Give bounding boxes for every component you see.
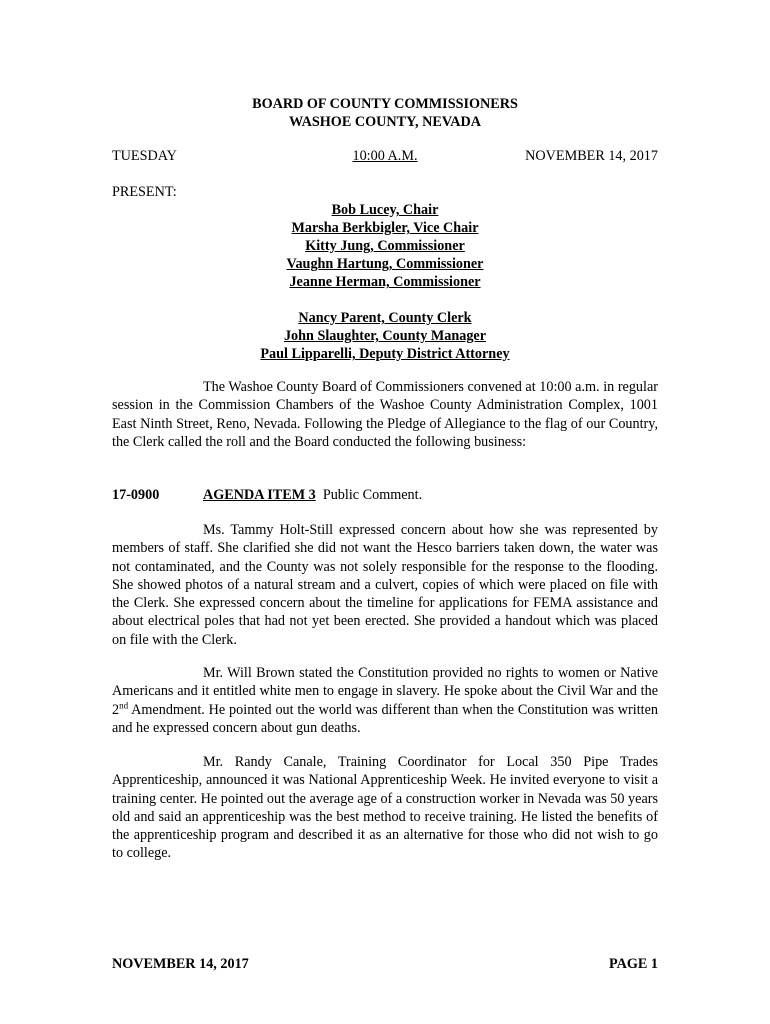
title-line-1: BOARD OF COUNTY COMMISSIONERS [252,96,518,112]
comment-brown-text-2: Amendment. He pointed out the world was different than when the Constitution was written and he expressed concern about gun deaths. [112,701,658,736]
meeting-day: TUESDAY [112,148,177,164]
intro-paragraph: The Washoe County Board of Commissioners convened at 10:00 a.m. in regular session in the Commission Chambers of the Washoe County Administration Complex, 1001 East Ninth Street, Reno, Nevada. Following the Pledge of Allegiance to the flag of our Country, the Clerk called the roll and the Board conducted the following business: [112,379,658,450]
agenda-item-number: 17-0900 [112,487,160,503]
page-footer [112,955,658,973]
agenda-item-title: Public Comment. [322,487,423,503]
agenda-item-label: AGENDA ITEM 3 [203,487,316,503]
commissioner-name: Vaughn Hartung, Commissioner [286,256,484,272]
present-label: PRESENT: [112,184,177,200]
comment-brown [112,664,658,737]
staff-name: Paul Lipparelli, Deputy District Attorney [260,346,510,362]
meeting-time: 10:00 A.M. [352,148,418,164]
commissioner-name: Jeanne Herman, Commissioner [289,274,481,290]
title-line-2: WASHOE COUNTY, NEVADA [289,114,481,130]
staff-list [0,309,770,363]
comment-canale: Mr. Randy Canale, Training Coordinator for Local 350 Pipe Trades Apprenticeship, announced it was National Apprenticeship Week. He invited everyone to visit a training center. He pointed out the average age of a construction worker in Nevada was 50 years old and said an apprenticeship was the best method to receive training. He listed the benefits of the apprenticeship program and described it as an alternative for those who did not wish to go to college. [112,754,658,862]
commissioner-name: Marsha Berkbigler, Vice Chair [291,220,479,236]
meeting-dateline [112,147,658,165]
meeting-date: NOVEMBER 14, 2017 [525,148,658,164]
ordinal-suffix: nd [119,699,129,710]
commissioner-name: Kitty Jung, Commissioner [305,238,465,254]
footer-date: NOVEMBER 14, 2017 [112,956,249,972]
commissioners-list [0,201,770,291]
document-title [0,95,770,131]
page-number: PAGE 1 [609,956,658,972]
comment-brown-text-1: Mr. Will Brown stated the Constitution provided no rights to women or Native Americans and it entitled white men to engage in slavery. He spoke about the Civil War and the 2 [112,665,658,718]
staff-name: John Slaughter, County Manager [283,328,487,344]
commissioner-name: Bob Lucey, Chair [331,202,439,218]
staff-name: Nancy Parent, County Clerk [298,310,472,326]
comment-holt-still: Ms. Tammy Holt-Still expressed concern about how she was represented by members of staff. She clarified she did not want the Hesco barriers taken down, the water was not contaminated, and the County was not solely responsible for the response to the flooding. She showed photos of a natural stream and a culvert, copies of which were placed on file with the Clerk. She expressed concern about the timeline for applications for FEMA assistance and about electrical poles that had not yet been erected. She provided a handout which was placed on file with the Clerk. [112,522,658,648]
